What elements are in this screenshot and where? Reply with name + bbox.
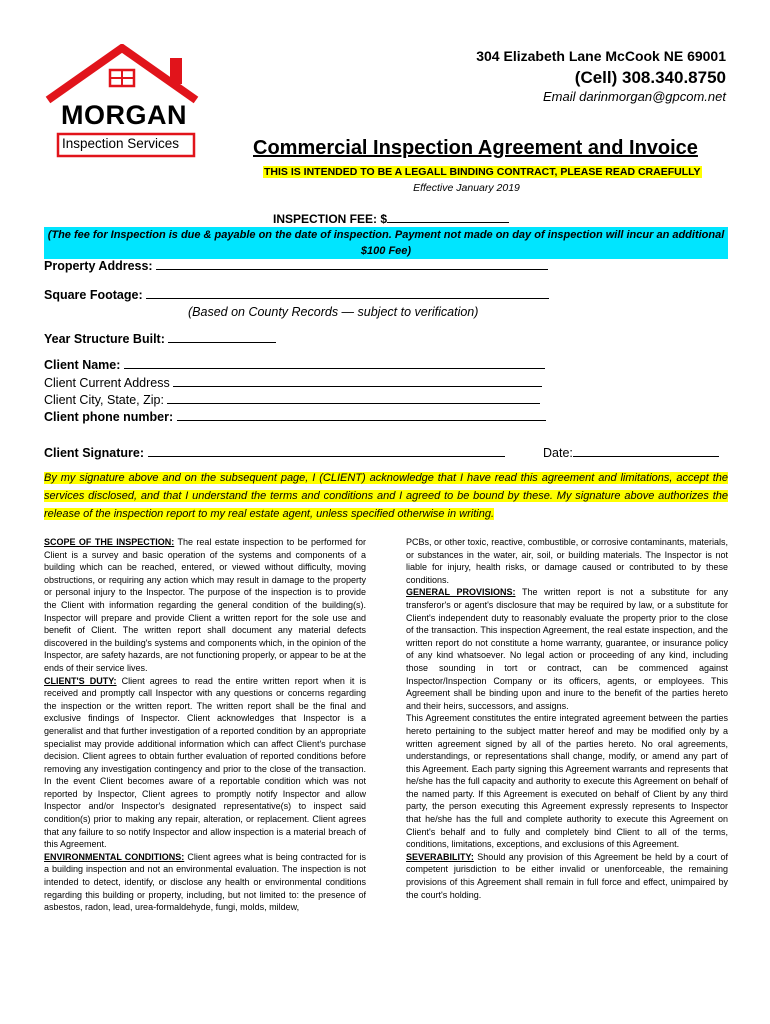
client-city-line[interactable] <box>167 393 540 404</box>
client-city-label: Client City, State, Zip: <box>44 393 164 407</box>
client-current-address-field[interactable] <box>44 376 542 390</box>
client-name-line[interactable] <box>124 358 545 369</box>
square-footage-line[interactable] <box>146 288 549 299</box>
severability-section <box>406 851 728 901</box>
client-city-field[interactable] <box>44 393 540 407</box>
client-name-label: Client Name: <box>44 358 121 372</box>
client-phone-line[interactable] <box>177 410 546 421</box>
environmental-text: Client agrees what is being contracted for is a building inspection and not an environmental evaluation. The inspection is not intended to detect, identify, or disclose any health or environmental conditions regarding this building or property, including, but not limited to: the presence of asbestos, radon, lead, urea-formaldehyde, fungi, molds, mildew, <box>44 851 366 913</box>
property-address-field[interactable] <box>44 259 548 273</box>
severability-text: Should any provision of this Agreement be held by a court of competent jurisdiction to be either invalid or unenforceable, the remaining provisions of this Agreement shall remain in full force and effect, unimpaired by the court's holding. <box>406 851 728 900</box>
general-provisions-text: The written report is not a substitute for any transferor's or agent's disclosure that may be required by law, or a substitute for Client's independent duty to reasonably evaluate the property prior to the close of the transaction. This inspection Agreement, the real estate inspection, and the written report do not constitute a home warranty, guarantee, or insurance policy of any kind whatsoever. No legal action or proceeding of any kind, including those sounding in tort or contract, can be commenced against Inspector/Inspection Company or its officers, agents, or employees. This Agreement shall be binding upon and inure to the benefit of the parties hereto and their heirs, successors, and assigns. <box>406 587 729 711</box>
scope-section <box>44 536 366 675</box>
logo-company-tagline: Inspection Services <box>62 136 180 151</box>
client-duty-text: Client agrees to read the entire written report when it is received and promptly call Inspector with any questions or concerns regarding the inspection or the written report. The written report shall be the final and exclusive findings of Inspector. Client acknowledges that Inspector is a generalist and that further investigation of a reported condition by an appropriate specialist may provide additional information which can affect Client's purchase decision. Client agrees to obtain further evaluation of reported conditions before removing any investigation contingency and prior to the close of the transaction. In the event Client becomes aware of a reportable condition which was not reported by Inspector, Client agrees to promptly notify Inspector and allow Inspector and/or Inspector's designated representative(s) to inspect said condition(s) prior to making any repair, alteration, or replacement. Client agrees that any failure to so notify Inspector and allow inspection is a material breach of this Agreement. <box>44 675 366 850</box>
client-phone-field[interactable] <box>44 410 546 424</box>
environmental-heading: ENVIRONMENTAL CONDITIONS: <box>44 851 185 862</box>
effective-date: Effective January 2019 <box>413 182 520 194</box>
client-phone-label: Client phone number: <box>44 410 174 424</box>
scope-text: The real estate inspection to be performed for Client is a survey and basic operation of the systems and components of a building which can be reached, entered, or viewed without difficulty, moving obstructions, or requiring any action which may result in damage to the property or personal injury to the Inspector. The purpose of the inspection is to provide the Client with information regarding the general condition of the building(s). Inspector will prepare and provide Client a written report for the sole use and benefit of Client. The written report shall document any material defects discovered in the building's systems and components which, in the opinion of the Inspector, are safety hazards, are not functioning properly, or appear to be at the ends of their service lives. <box>44 537 366 673</box>
inspection-fee-line[interactable] <box>387 212 509 223</box>
severability-heading: SEVERABILITY: <box>406 851 474 862</box>
date-line[interactable] <box>573 446 719 457</box>
year-built-label: Year Structure Built: <box>44 332 165 346</box>
client-current-address-line[interactable] <box>173 376 542 387</box>
company-email: Email darinmorgan@gpcom.net <box>542 89 726 104</box>
property-address-line[interactable] <box>156 259 548 270</box>
company-logo <box>40 44 210 164</box>
square-footage-label: Square Footage: <box>44 288 143 302</box>
company-address: 304 Elizabeth Lane McCook NE 69001 <box>476 48 726 64</box>
terms-right-column <box>406 536 728 901</box>
client-duty-heading: CLIENT'S DUTY: <box>44 675 117 686</box>
client-name-field[interactable] <box>44 358 545 372</box>
company-phone: (Cell) 308.340.8750 <box>574 68 726 87</box>
client-signature-field[interactable] <box>44 446 505 460</box>
contract-warning: THIS IS INTENDED TO BE A LEGALL BINDING CONTRACT, PLEASE READ CRAEFULLY <box>264 166 701 178</box>
client-signature-label: Client Signature: <box>44 446 145 460</box>
integrated-agreement-text: This Agreement constitutes the entire integrated agreement between the parties hereto pertaining to the subject matter hereof and may be modified only by a written agreement signed by all of the parties hereto. No oral agreements, understandings, or representations shall change, modify, or amend any part of this Agreement. Each party signing this Agreement warrants and represents that he/she has the full capacity and authority to execute this Agreement on behalf of the named party. If this Agreement is executed on behalf of Client by any third party, the person executing this Agreement expressly represents to Inspector that he/she has the full and complete authority to execute this Agreement on Client's behalf and to fully and completely bind Client to all of the terms, conditions, limitations, exceptions, and exclusions of this Agreement. <box>406 713 728 850</box>
general-provisions-heading: GENERAL PROVISIONS: <box>406 587 516 598</box>
inspection-fee-label: INSPECTION FEE: $ <box>273 212 388 226</box>
year-built-line[interactable] <box>168 332 276 343</box>
year-built-field[interactable] <box>44 332 276 346</box>
client-duty-section <box>44 675 366 851</box>
terms-left-column <box>44 536 366 914</box>
fee-note: (The fee for Inspection is due & payable on the date of inspection. Payment not made on day of inspection will incur an additional $100 Fee) <box>44 227 728 259</box>
acknowledgement <box>44 469 728 523</box>
environmental-section <box>44 851 366 914</box>
scope-heading: SCOPE OF THE INSPECTION: <box>44 537 175 547</box>
client-current-address-label: Client Current Address <box>44 376 170 390</box>
client-signature-line[interactable] <box>148 446 505 457</box>
square-footage-field[interactable] <box>44 288 549 302</box>
logo-company-name: MORGAN <box>61 100 187 130</box>
property-address-label: Property Address: <box>44 259 153 273</box>
date-field[interactable] <box>543 446 719 460</box>
general-provisions-section <box>406 586 728 712</box>
county-records-note: (Based on County Records — subject to verification) <box>188 305 479 319</box>
page-title: Commercial Inspection Agreement and Invoice <box>253 137 698 159</box>
acknowledgement-text: By my signature above and on the subsequent page, I (CLIENT) acknowledge that I have read this agreement and limitations, accept the services disclosed, and that I understand the terms and conditions and I agreed to be bound by these. My signature above authorizes the release of the inspection report to my real estate agent, unless specified otherwise in writing. <box>44 472 728 520</box>
environmental-continued: PCBs, or other toxic, reactive, combustible, or corrosive contaminants, materials, or substances in the water, air, soil, or building materials. The Inspector is not liable for injury, health risks, or damage caused or contributed to by these conditions. <box>406 537 728 585</box>
date-label: Date: <box>543 446 573 460</box>
inspection-fee-field[interactable] <box>273 212 509 226</box>
